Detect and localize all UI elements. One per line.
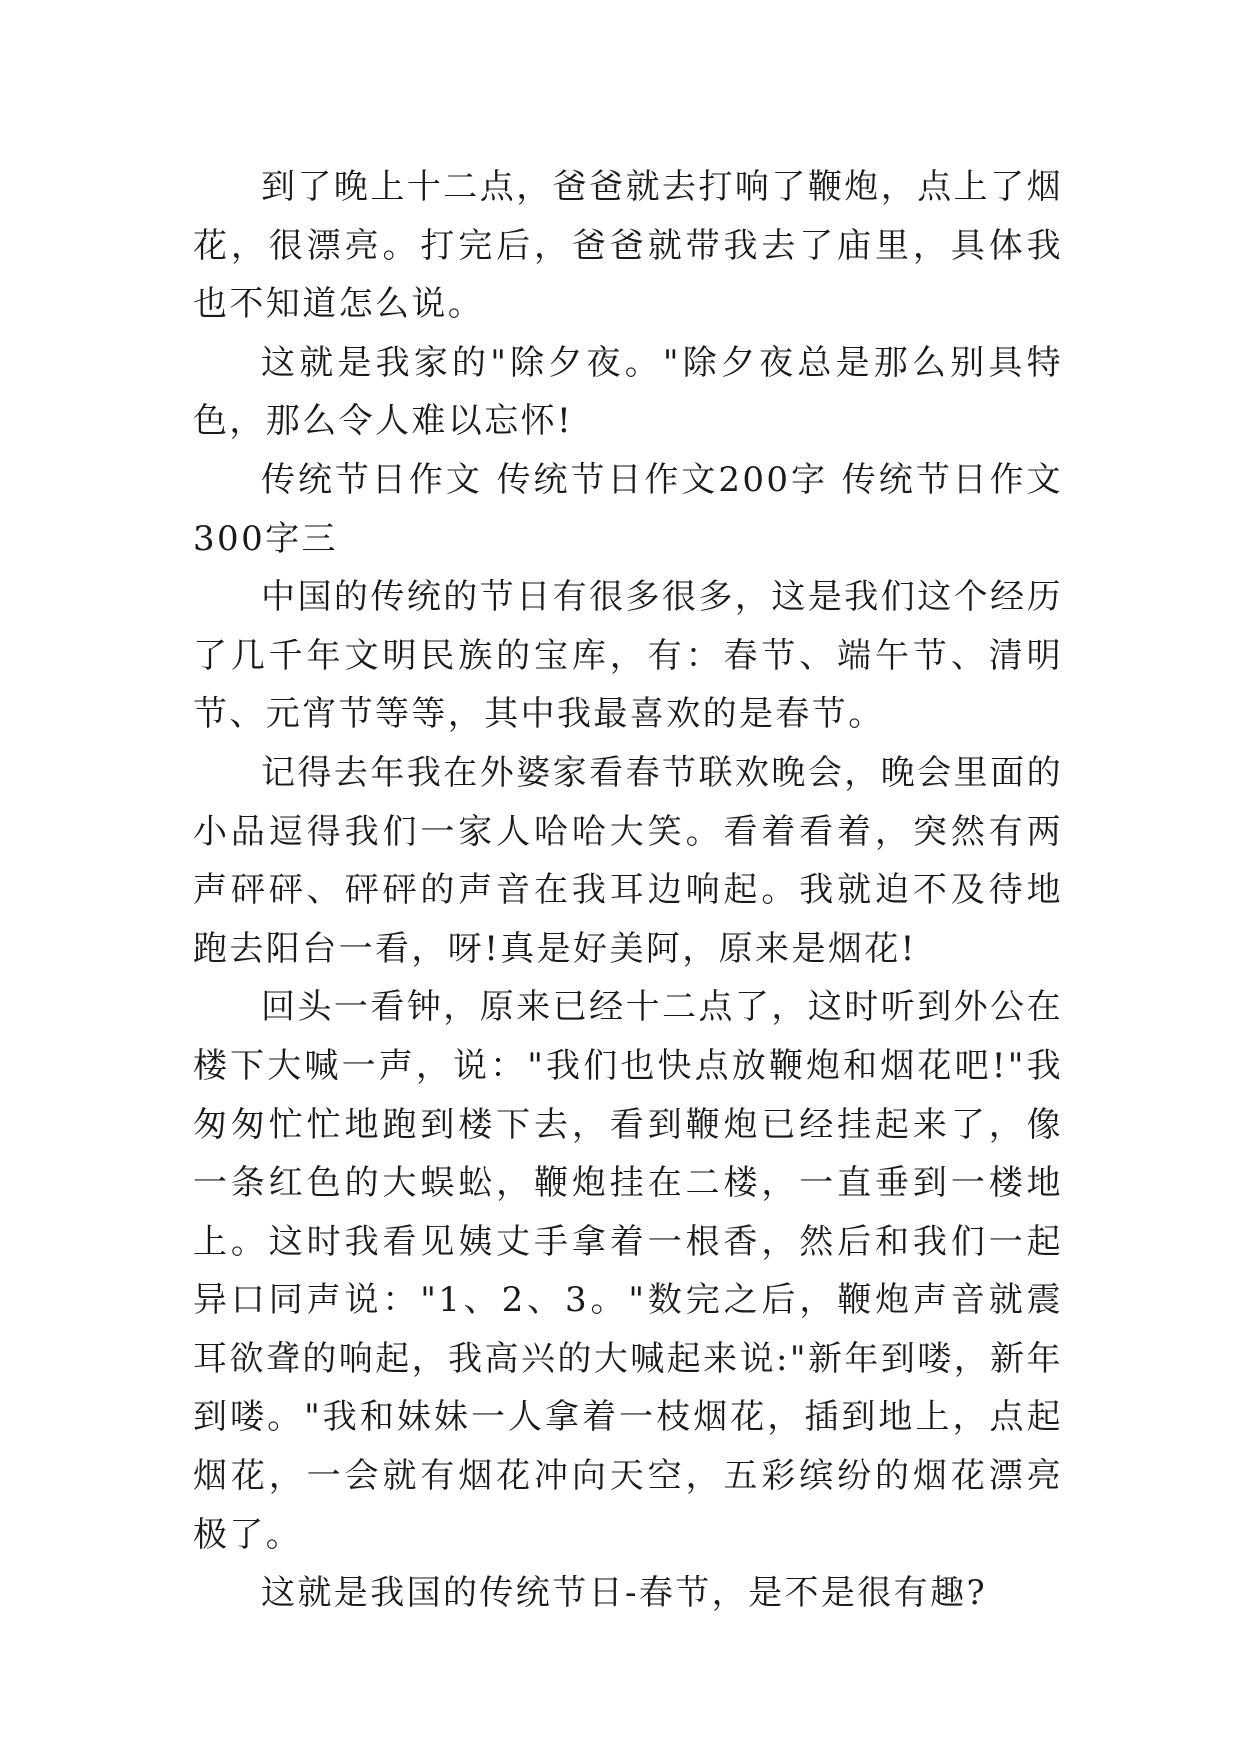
paragraph-traditional-festivals: 中国的传统的节日有很多很多，这是我们这个经历了几千年文明民族的宝库，有：春节、端午节、清明节、元宵节等等，其中我最喜欢的是春节。 bbox=[193, 577, 1063, 735]
essay-heading: 传统节日作文 传统节日作文200字 传统节日作文300字三 bbox=[193, 459, 1063, 559]
paragraph-new-year-eve-fireworks: 到了晚上十二点，爸爸就去打响了鞭炮，点上了烟花，很漂亮。打完后，爸爸就带我去了庙里，具体我也不知道怎么说。 bbox=[193, 167, 1063, 325]
paragraph-conclusion: 这就是我国的传统节日-春节，是不是很有趣? bbox=[261, 1573, 988, 1614]
paragraph-firecrackers: 回头一看钟，原来已经十二点了，这时听到外公在楼下大喊一声，说："我们也快点放鞭炮和烟花吧!"我匆匆忙忙地跑到楼下去，看到鞭炮已经挂起来了，像一条红色的大蜈蚣，鞭炮挂在二楼，一直垂到一楼地上。这时我看见姨丈手拿着一根香，然后和我们一起异口同声说："1、2、3。"数完之后，鞭炮声音就震耳欲聋的响起，我高兴的大喊起来说:"新年到喽，新年到喽。"我和妹妹一人拿着一枝烟花，插到地上，点起烟花，一会就有烟花冲向天空，五彩缤纷的烟花漂亮极了。 bbox=[193, 987, 1063, 1555]
document-body bbox=[193, 158, 1063, 1623]
paragraph-family-new-year-eve: 这就是我家的"除夕夜。"除夕夜总是那么别具特色，那么令人难以忘怀! bbox=[193, 342, 1063, 442]
paragraph-spring-festival-gala: 记得去年我在外婆家看春节联欢晚会，晚会里面的小品逗得我们一家人哈哈大笑。看着看着，突然有两声砰砰、砰砰的声音在我耳边响起。我就迫不及待地跑去阳台一看，呀!真是好美阿，原来是烟花! bbox=[193, 752, 1063, 969]
